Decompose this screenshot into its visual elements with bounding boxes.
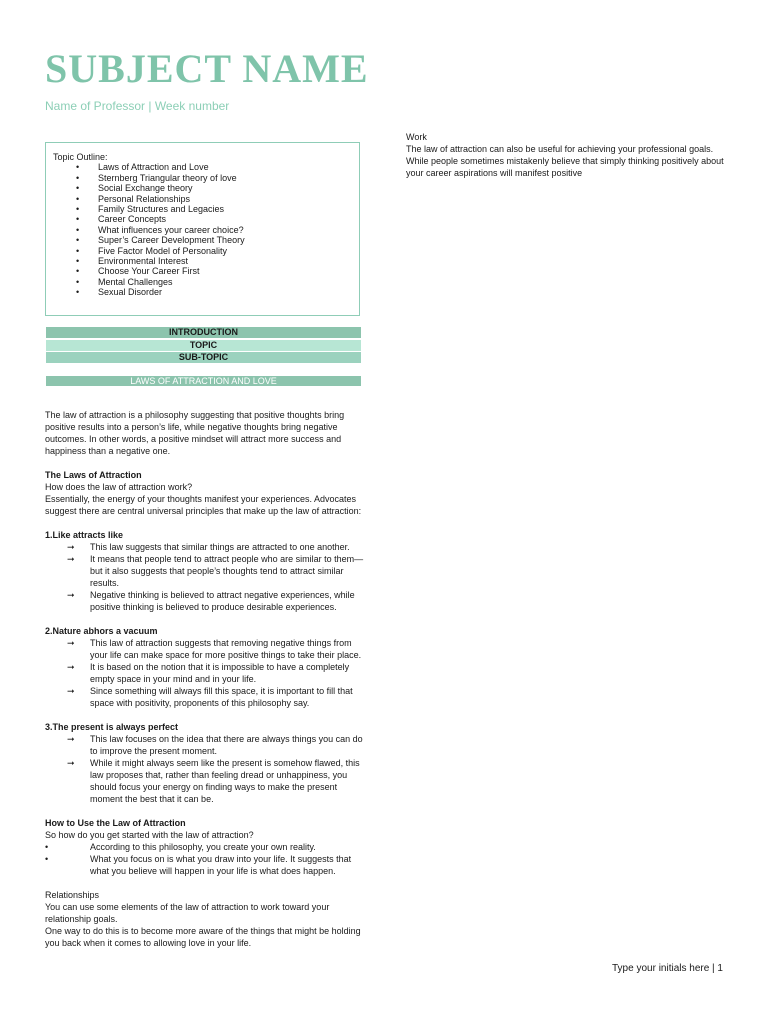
outline-item: • What influences your career choice? [76,224,244,235]
introduction-heading-bar: INTRODUCTION [46,327,361,338]
topic-outline-box [45,142,360,316]
outline-item: • Sexual Disorder [76,287,163,298]
list-item: • According to this philosophy, you create your own reality. [45,842,316,852]
arrow-list [45,637,365,709]
list-item: ➞ It is based on the notion that it is impossible to have a completely empty space in your mind and in your life. [67,662,350,684]
topic-outline-label: Topic Outline: [53,152,108,162]
bullet-icon: • [76,162,80,173]
bullet-icon: • [76,245,80,256]
list-item: ➞ This law of attraction suggests that removing negative things from your life can make space for more positive things to take their place. [67,638,362,660]
bullet-icon: • [45,854,49,864]
list-item: ➞ Negative thinking is believed to attract negative experiences, while positive thinking is believed to produce desirable experiences. [67,590,355,612]
page-title: SUBJECT NAME [45,46,369,91]
bullet-icon: • [76,204,80,215]
section-heading: The Laws of Attraction [45,470,142,480]
page-subtitle: Name of Professor | Week number [45,99,230,113]
bullet-icon: • [76,235,80,246]
section-heading: 3.The present is always perfect [45,722,179,732]
section-heading: 2.Nature abhors a vacuum [45,626,158,636]
outline-item: • Sternberg Triangular theory of love [76,172,237,183]
paragraph: How does the law of attraction work? [45,482,193,492]
bullet-icon: • [76,172,80,183]
bullet-icon: • [76,256,80,267]
outline-item: • Family Structures and Legacies [76,204,225,215]
topic-outline-list [53,162,359,297]
page-footer: Type your initials here | 1 [612,963,723,974]
side-column [406,131,726,179]
list-item: • What you focus on is what you draw into your life. It suggests that what you believe will happen in your life is what does happen. [45,854,352,876]
laws-of-attraction-heading-bar: LAWS OF ATTRACTION AND LOVE [46,376,361,386]
outline-item: • Five Factor Model of Personality [76,245,228,256]
outline-item: • Social Exchange theory [76,183,193,194]
bullet-icon: • [76,287,80,298]
bullet-icon: • [76,193,80,204]
outline-item: • Environmental Interest [76,256,189,267]
paragraph: You can use some elements of the law of attraction to work toward your relationship goals. [45,902,330,924]
main-content [45,409,365,949]
list-item: ➞ This law focuses on the idea that there are always things you can do to improve the present moment. [67,734,363,756]
bullet-icon: • [76,224,80,235]
bullet-icon: • [76,183,80,194]
arrow-bullet-icon: ➞ [67,590,75,600]
outline-item: • Mental Challenges [76,276,173,287]
arrow-bullet-icon: ➞ [67,542,75,552]
arrow-bullet-icon: ➞ [67,758,75,768]
subtopic-heading-bar: SUB-TOPIC [46,352,361,363]
bullet-icon: • [76,266,80,277]
paragraph: One way to do this is to become more aware of the things that might be holding you back when it comes to allowing love in your life. [45,926,361,948]
arrow-list [45,541,365,613]
list-item: ➞ Since something will always fill this space, it is important to fill that space with positivity, proponents of this philosophy say. [67,686,353,708]
arrow-bullet-icon: ➞ [67,638,75,648]
topic-heading-bar: TOPIC [46,340,361,351]
section-heading: Relationships [45,890,100,900]
outline-item: • Choose Your Career First [76,266,200,277]
outline-item: • Laws of Attraction and Love [76,162,209,173]
arrow-bullet-icon: ➞ [67,686,75,696]
outline-item: • Career Concepts [76,214,167,225]
paragraph: So how do you get started with the law of attraction? [45,830,254,840]
paragraph: Essentially, the energy of your thoughts manifest your experiences. Advocates suggest there are central universal principles that make up the law of attraction: [45,494,362,516]
list-item: ➞ While it might always seem like the present is somehow flawed, this law proposes that, rather than feeling dread or unhappiness, you should focus your energy on finding ways to make the present moment the best that it can be. [67,758,360,804]
arrow-bullet-icon: ➞ [67,662,75,672]
section-heading: Work [406,132,427,142]
arrow-list [45,733,365,805]
section-heading: 1.Like attracts like [45,530,124,540]
paragraph: While people sometimes mistakenly believe that simply thinking positively about your career aspirations will manifest positive [406,156,724,178]
outline-item: • Super’s Career Development Theory [76,235,245,246]
arrow-bullet-icon: ➞ [67,554,75,564]
list-item: ➞ It means that people tend to attract people who are similar to them—but it also suggests that people’s thoughts tend to attract similar results. [67,554,364,588]
arrow-bullet-icon: ➞ [67,734,75,744]
section-heading: How to Use the Law of Attraction [45,818,186,828]
list-item: ➞ This law suggests that similar things are attracted to one another. [67,542,350,552]
bullet-icon: • [76,276,80,287]
bullet-icon: • [76,214,80,225]
outline-item: • Personal Relationships [76,193,191,204]
intro-paragraph: The law of attraction is a philosophy suggesting that positive thoughts bring positive results into a person’s life, while negative thoughts bring negative outcomes. In other words, a positive mindset will attract more success and happiness than a negative one. [45,410,345,456]
bullet-icon: • [45,842,49,852]
paragraph: The law of attraction can also be useful for achieving your professional goals. [406,144,714,154]
